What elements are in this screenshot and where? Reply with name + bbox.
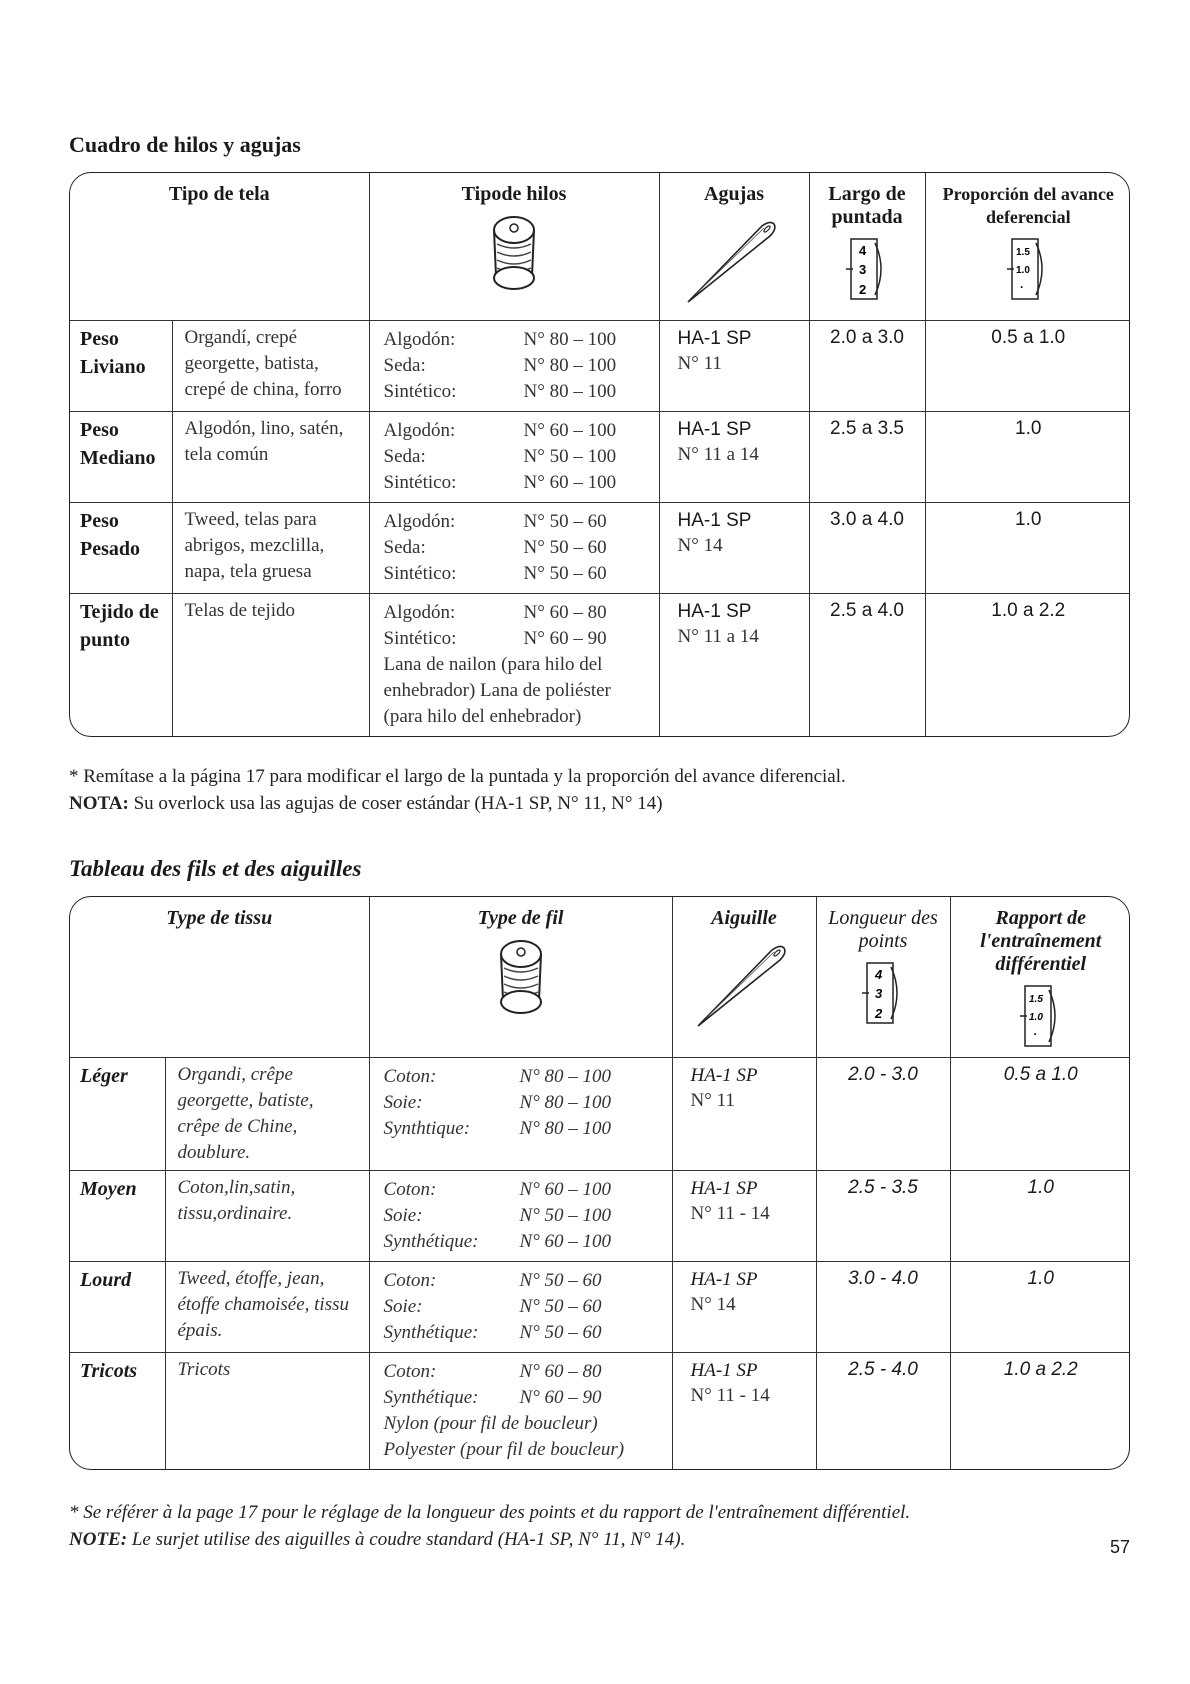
- table-row: [70, 1261, 1130, 1352]
- fabric-category: Peso Liviano: [70, 320, 172, 411]
- thread-extra-note: Nylon (pour fil de boucleur) Polyester (pour fil de boucleur): [383, 1412, 625, 1460]
- thread-spec: Algodón: N° 50 – 60: [383, 510, 607, 532]
- table-row: [70, 1170, 1130, 1261]
- thread-spec: Soie: N° 50 – 100: [383, 1204, 612, 1226]
- thread-spec: Soie: N° 50 – 60: [383, 1295, 602, 1317]
- diff-feed-ratio-value: 1.0: [925, 411, 1130, 502]
- svg-text:·: ·: [1032, 1027, 1037, 1041]
- thread-spec: Coton: N° 80 – 100: [383, 1065, 612, 1087]
- thread-needle-table-es: [69, 172, 1130, 737]
- thread-spool-icon: [496, 938, 546, 1018]
- needle-model: HA-1 SP: [677, 327, 752, 349]
- diff-feed-ratio-value: 0.5 a 1.0: [950, 1057, 1130, 1170]
- thread-spec: Seda: N° 80 – 100: [383, 354, 617, 376]
- needle-cell: [672, 1352, 816, 1469]
- fabric-examples: Organdi, crêpe georgette, batiste, crêpe de Chine, doublure.: [165, 1057, 369, 1170]
- needle-size: N° 14: [690, 1293, 736, 1315]
- thread-extra-note: Lana de nailon (para hilo del enhebrador) Lana de poliéster (para hilo del enhebrador): [383, 653, 611, 727]
- svg-text:3: 3: [875, 986, 883, 1001]
- needle-cell: [672, 1057, 816, 1170]
- diff-feed-ratio-value: 1.0: [925, 502, 1130, 593]
- needle-icon: [684, 214, 784, 304]
- footnote-fr: * Se référer à la page 17 pour le réglage de la longueur des points et du rapport de l'entraînement différentiel.: [69, 1502, 911, 1523]
- thread-spec: Coton: N° 60 – 80: [383, 1360, 602, 1382]
- fabric-category: Lourd: [70, 1261, 165, 1352]
- stitch-length-value: 2.5 - 4.0: [816, 1352, 950, 1469]
- needle-size: N° 11: [690, 1089, 735, 1111]
- note-es: NOTA: Su overlock usa las agujas de coser estándar (HA-1 SP, N° 11, N° 14): [69, 793, 663, 814]
- svg-text:2: 2: [859, 282, 867, 297]
- svg-text:2: 2: [875, 1006, 883, 1021]
- svg-text:4: 4: [875, 967, 883, 982]
- diff-feed-dial-icon: [1019, 984, 1063, 1048]
- table-row: [70, 502, 1130, 593]
- fabric-category: Peso Mediano: [70, 411, 172, 502]
- fabric-category: Tricots: [70, 1352, 165, 1469]
- needle-cell: [659, 320, 809, 411]
- needle-size: N° 11 a 14: [677, 625, 759, 647]
- svg-text:·: ·: [1020, 280, 1025, 294]
- needle-model: HA-1 SP: [690, 1359, 758, 1381]
- header-fabric-type: Type de tissu: [70, 897, 369, 1057]
- svg-text:3: 3: [859, 262, 867, 277]
- diff-feed-dial-icon: [1006, 237, 1050, 301]
- fabric-examples: Tweed, telas para abrigos, mezclilla, napa, tela gruesa: [172, 502, 369, 593]
- fabric-category: Peso Pesado: [70, 502, 172, 593]
- stitch-length-value: 2.5 a 4.0: [809, 593, 925, 736]
- thread-spec: Sintético: N° 60 – 90: [383, 627, 607, 649]
- needle-size: N° 11: [677, 352, 722, 374]
- needle-size: N° 11 a 14: [677, 443, 759, 465]
- thread-cell: [369, 1057, 672, 1170]
- needle-cell: [672, 1170, 816, 1261]
- table-row: [70, 320, 1130, 411]
- thread-needle-table-fr: [69, 896, 1130, 1470]
- diff-feed-ratio-value: 1.0: [950, 1261, 1130, 1352]
- thread-spec: Seda: N° 50 – 60: [383, 536, 607, 558]
- header-needle: Agujas: [659, 173, 809, 320]
- thread-spec: Algodón: N° 60 – 80: [383, 601, 607, 623]
- stitch-length-dial-icon: [845, 237, 889, 301]
- stitch-length-value: 2.0 a 3.0: [809, 320, 925, 411]
- stitch-length-value: 2.0 - 3.0: [816, 1057, 950, 1170]
- stitch-length-value: 3.0 - 4.0: [816, 1261, 950, 1352]
- needle-cell: [659, 593, 809, 736]
- needle-model: HA-1 SP: [677, 600, 752, 622]
- thread-spec: Synthétique: N° 50 – 60: [383, 1321, 602, 1343]
- fabric-category: Moyen: [70, 1170, 165, 1261]
- thread-cell: [369, 593, 659, 736]
- table-title-es: Cuadro de hilos y agujas: [69, 132, 301, 157]
- header-diff-feed-ratio: Rapport de l'entraînement différentiel 1.5 1.0 ·: [950, 897, 1130, 1057]
- header-needle: Aiguille: [672, 897, 816, 1057]
- thread-spool-icon: [489, 214, 539, 294]
- needle-model: HA-1 SP: [690, 1268, 758, 1290]
- diff-feed-ratio-value: 1.0 a 2.2: [950, 1352, 1130, 1469]
- diff-feed-ratio-value: 1.0: [950, 1170, 1130, 1261]
- svg-text:4: 4: [859, 243, 867, 258]
- stitch-length-dial-icon: [861, 961, 905, 1025]
- thread-cell: [369, 1352, 672, 1469]
- note-fr: NOTE: Le surjet utilise des aiguilles à coudre standard (HA-1 SP, N° 11, N° 14).: [69, 1529, 686, 1550]
- header-diff-feed-ratio: Proporción del avance deferencial 1.5 1.0 ·: [925, 173, 1130, 320]
- page-number: 57: [1109, 1537, 1130, 1557]
- header-stitch-length: Largo de puntada 4 3 2: [809, 173, 925, 320]
- fabric-examples: Tweed, étoffe, jean, étoffe chamoisée, tissu épais.: [165, 1261, 369, 1352]
- stitch-length-value: 3.0 a 4.0: [809, 502, 925, 593]
- thread-spec: Synthétique: N° 60 – 90: [383, 1386, 602, 1408]
- thread-cell: [369, 320, 659, 411]
- fabric-examples: Organdí, crepé georgette, batista, crepé de china, forro: [172, 320, 369, 411]
- thread-spec: Seda: N° 50 – 100: [383, 445, 617, 467]
- svg-text:1.0: 1.0: [1028, 1012, 1043, 1023]
- thread-spec: Sintético: N° 80 – 100: [383, 380, 617, 402]
- diff-feed-ratio-value: 1.0 a 2.2: [925, 593, 1130, 736]
- thread-cell: [369, 1261, 672, 1352]
- thread-cell: [369, 502, 659, 593]
- thread-cell: [369, 411, 659, 502]
- fabric-category: Léger: [70, 1057, 165, 1170]
- needle-cell: [672, 1261, 816, 1352]
- header-thread-type: Type de fil: [369, 897, 672, 1057]
- thread-spec: Sintético: N° 60 – 100: [383, 471, 617, 493]
- table-row: [70, 593, 1130, 736]
- thread-spec: Coton: N° 60 – 100: [383, 1178, 612, 1200]
- svg-text:1.5: 1.5: [1016, 247, 1031, 258]
- thread-spec: Algodón: N° 80 – 100: [383, 328, 617, 350]
- footnote-es: * Remítase a la página 17 para modificar el largo de la puntada y la proporción del avance diferencial.: [69, 766, 846, 787]
- thread-spec: Sintético: N° 50 – 60: [383, 562, 607, 584]
- thread-cell: [369, 1170, 672, 1261]
- thread-spec: Coton: N° 50 – 60: [383, 1269, 602, 1291]
- needle-model: HA-1 SP: [690, 1064, 758, 1086]
- table-row: [70, 411, 1130, 502]
- header-thread-type: Tipode hilos: [369, 173, 659, 320]
- needle-model: HA-1 SP: [677, 418, 752, 440]
- header-fabric-type: Tipo de tela: [70, 173, 369, 320]
- fabric-examples: Algodón, lino, satén, tela común: [172, 411, 369, 502]
- needle-size: N° 14: [677, 534, 723, 556]
- needle-model: HA-1 SP: [690, 1177, 758, 1199]
- header-stitch-length: Longueur des points 4 3 2: [816, 897, 950, 1057]
- fabric-examples: Tricots: [165, 1352, 369, 1469]
- needle-model: HA-1 SP: [677, 509, 752, 531]
- needle-size: N° 11 - 14: [690, 1202, 770, 1224]
- thread-spec: Algodón: N° 60 – 100: [383, 419, 617, 441]
- svg-text:1.0: 1.0: [1016, 265, 1031, 276]
- thread-spec: Synthtique: N° 80 – 100: [383, 1117, 612, 1139]
- stitch-length-value: 2.5 a 3.5: [809, 411, 925, 502]
- svg-text:1.5: 1.5: [1028, 994, 1043, 1005]
- table-row: [70, 1352, 1130, 1469]
- diff-feed-ratio-value: 0.5 a 1.0: [925, 320, 1130, 411]
- fabric-examples: Telas de tejido: [172, 593, 369, 736]
- fabric-examples: Coton,lin,satin, tissu,ordinaire.: [165, 1170, 369, 1261]
- thread-spec: Soie: N° 80 – 100: [383, 1091, 612, 1113]
- needle-cell: [659, 502, 809, 593]
- table-title-fr: Tableau des fils et des aiguilles: [69, 856, 362, 881]
- table-row: [70, 1057, 1130, 1170]
- fabric-category: Tejido de punto: [70, 593, 172, 736]
- thread-spec: Synthétique: N° 60 – 100: [383, 1230, 612, 1252]
- needle-size: N° 11 - 14: [690, 1384, 770, 1406]
- stitch-length-value: 2.5 - 3.5: [816, 1170, 950, 1261]
- needle-icon: [694, 938, 794, 1028]
- needle-cell: [659, 411, 809, 502]
